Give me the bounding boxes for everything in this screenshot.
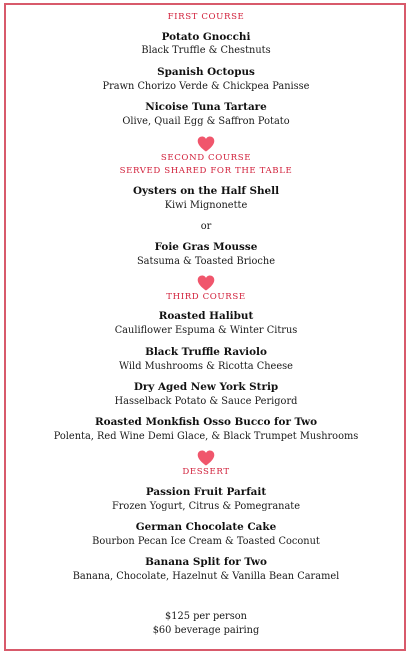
dish-name: Roasted Halibut xyxy=(158,310,254,322)
dish-description: Wild Mushrooms & Ricotta Cheese xyxy=(119,361,293,372)
dish-name: Dry Aged New York Strip xyxy=(133,381,279,393)
heart-icon xyxy=(197,275,215,291)
first-course-heading: FIRST COURSE xyxy=(167,12,245,22)
dish-description: Frozen Yogurt, Citrus & Pomegranate xyxy=(111,501,301,512)
heart-icon xyxy=(197,136,215,152)
dish-name: Spanish Octopus xyxy=(157,66,255,78)
dish-name: Foie Gras Mousse xyxy=(154,241,258,253)
dish-name: Banana Split for Two xyxy=(145,556,267,568)
dish-description: Bourbon Pecan Ice Cream & Toasted Coconut xyxy=(92,536,320,547)
dish-description: Polenta, Red Wine Demi Glace, & Black Trumpet Mushrooms xyxy=(53,431,359,442)
second-course-heading: SECOND COURSE xyxy=(160,153,252,163)
dessert-heading: DESSERT xyxy=(182,467,230,477)
dish-name: Black Truffle Raviolo xyxy=(145,346,267,358)
price-per-person: $125 per person xyxy=(165,611,247,622)
or-separator: or xyxy=(200,221,212,232)
beverage-pairing-price: $60 beverage pairing xyxy=(152,625,260,636)
dish-name: Nicoise Tuna Tartare xyxy=(145,101,267,113)
dish-description: Kiwi Mignonette xyxy=(164,200,248,211)
dish-description: Black Truffle & Chestnuts xyxy=(141,45,271,56)
dish-description: Prawn Chorizo Verde & Chickpea Panisse xyxy=(102,81,310,92)
dish-description: Olive, Quail Egg & Saffron Potato xyxy=(122,116,290,127)
dish-name: German Chocolate Cake xyxy=(135,521,277,533)
dish-description: Hasselback Potato & Sauce Perigord xyxy=(114,396,298,407)
heart-icon xyxy=(197,450,215,466)
dish-description: Banana, Chocolate, Hazelnut & Vanilla Bean Caramel xyxy=(72,571,340,582)
dish-description: Satsuma & Toasted Brioche xyxy=(136,256,276,267)
dish-name: Potato Gnocchi xyxy=(161,31,251,43)
dish-description: Cauliflower Espuma & Winter Citrus xyxy=(114,325,298,336)
dish-name: Oysters on the Half Shell xyxy=(132,185,280,197)
second-course-subheading: SERVED SHARED FOR THE TABLE xyxy=(119,166,293,176)
dish-name: Roasted Monkfish Osso Bucco for Two xyxy=(95,416,317,428)
third-course-heading: THIRD COURSE xyxy=(166,292,246,302)
dish-name: Passion Fruit Parfait xyxy=(145,486,267,498)
